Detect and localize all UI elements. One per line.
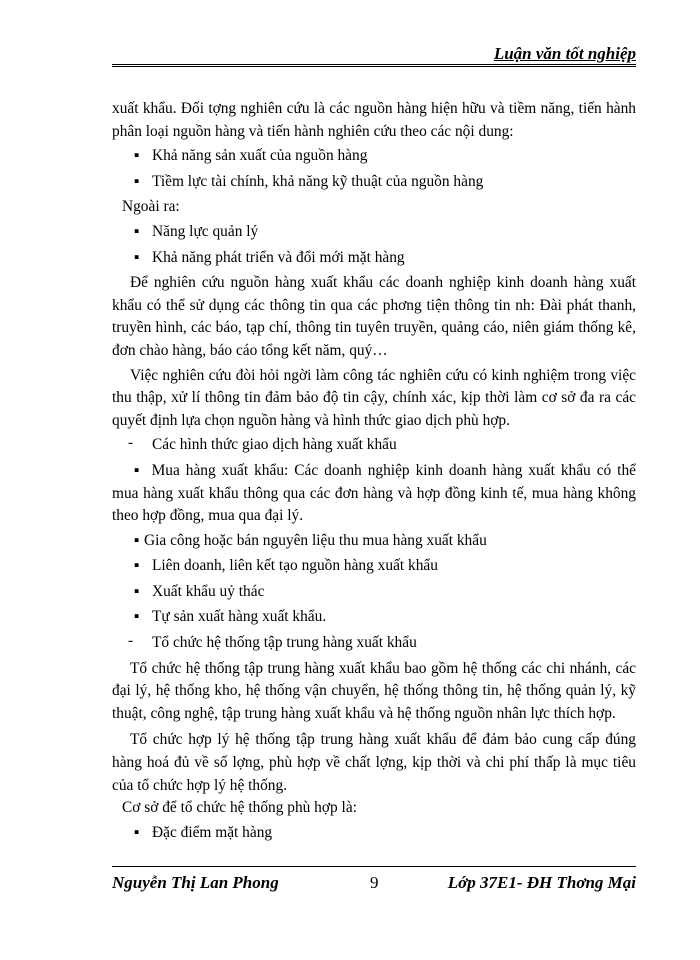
footer-divider <box>112 866 636 867</box>
bullet-icon: ▪ <box>134 582 140 600</box>
bullet-item <box>112 171 636 194</box>
bullet-icon: ▪ <box>134 147 140 165</box>
paragraph-8: Cơ sở để tổ chức hệ thống phù hợp là: <box>122 799 357 817</box>
bullet-text: Năng lực quản lý <box>152 222 259 240</box>
paragraph-1: xuất khẩu. Đối tợng nghiên cứu là các nguồn hàng hiện hữu và tiềm năng, tiến hành phân loại nguồn hàng và tiến hành nghiên cứu theo các nội dung: <box>112 100 636 140</box>
bullet-item <box>112 247 636 270</box>
bullet-icon: ▪ <box>134 608 140 626</box>
running-footer <box>112 873 636 897</box>
paragraph-2: Ngoài ra: <box>122 198 180 216</box>
bullet-icon: ▪ <box>134 222 140 240</box>
dash-text: Tổ chức hệ thống tập trung hàng xuất khẩu <box>152 634 417 652</box>
bullet-icon: ▪ <box>134 531 140 549</box>
bullet-item <box>112 822 636 845</box>
dash-icon: - <box>128 632 134 650</box>
paragraph-3: Để nghiên cứu nguồn hàng xuất khẩu các doanh nghiệp kinh doanh hàng xuất khẩu có thể sử dụng các thông tin qua các phơng tiện thông tin nh: Đài phát thanh, truyền hình, các báo, tạp chí, thông tin tuyên truyền, quảng cáo, niên giám thống kê, đơn chào hàng, báo cáo tổng kết năm, quý… <box>112 274 636 359</box>
bullet-item <box>112 581 636 604</box>
bullet-text: Gia công hoặc bán nguyên liệu thu mua hàng xuất khẩu <box>144 531 487 549</box>
dash-item <box>112 434 636 457</box>
bullet-text: Xuất khẩu uỷ thác <box>152 582 265 600</box>
footer-author: Nguyễn Thị Lan Phong <box>112 873 279 892</box>
bullet-text: Khả năng sản xuất của nguồn hàng <box>152 147 368 165</box>
bullet-item <box>112 555 636 578</box>
dash-item <box>112 632 636 655</box>
bullet-icon: ▪ <box>134 823 140 841</box>
body-text <box>112 98 636 847</box>
footer-class-info: Lớp 37E1- ĐH Thơng Mại <box>447 873 636 892</box>
bullet-item <box>112 530 636 553</box>
bullet-icon: ▪ <box>134 461 142 479</box>
bullet-item <box>112 221 636 244</box>
bullet-text: Khả năng phát triển và đổi mới mặt hàng <box>152 248 405 266</box>
bullet-text: Tiềm lực tài chính, khả năng kỹ thuật của nguồn hàng <box>152 172 484 190</box>
paragraph-7: Tổ chức hợp lý hệ thống tập trung hàng xuất khẩu để đảm bảo cung cấp đúng hàng hoá đủ về số lợng, phù hợp về chất lợng, kịp thời và chi phí thấp là mục tiêu của tổ chức hợp lý hệ thống. <box>112 731 636 794</box>
dash-text: Các hình thức giao dịch hàng xuất khẩu <box>152 436 397 454</box>
dash-icon: - <box>128 434 134 452</box>
bullet-text: Mua hàng xuất khẩu: Các doanh nghiệp kinh doanh hàng xuất khẩu có thể mua hàng xuất khẩu thông qua các đơn hàng và hợp đồng kinh tế, mua hàng không theo hợp đồng, mua qua đại lý. <box>112 461 636 525</box>
running-header-title: Luận văn tốt nghiệp <box>493 44 636 63</box>
bullet-text: Liên doanh, liên kết tạo nguồn hàng xuất khẩu <box>152 557 438 575</box>
paragraph-5-bullet <box>112 460 636 528</box>
bullet-text: Tự sản xuất hàng xuất khẩu. <box>152 608 327 626</box>
page-number: 9 <box>370 873 379 892</box>
bullet-item <box>112 606 636 629</box>
bullet-icon: ▪ <box>134 172 140 190</box>
paragraph-4: Việc nghiên cứu đòi hỏi ngời làm công tác nghiên cứu có kinh nghiệm trong việc thu thập, xử lí thông tin đảm bảo độ tin cậy, chính xác, kịp thời làm cơ sở đa ra các quyết định lựa chọn nguồn hàng và hình thức giao dịch phù hợp. <box>112 366 636 429</box>
bullet-text: Đặc điểm mặt hàng <box>152 823 273 841</box>
header-divider <box>112 64 636 67</box>
bullet-item <box>112 145 636 168</box>
paragraph-6: Tổ chức hệ thống tập trung hàng xuất khẩu bao gồm hệ thống các chi nhánh, các đại lý, hệ thống kho, hệ thống vận chuyển, hệ thống thông tin, hệ thống quản lý, kỹ thuật, công nghệ, tập trung hàng xuất khẩu và hệ thống nguồn nhân lực thích hợp. <box>112 659 636 722</box>
bullet-icon: ▪ <box>134 557 140 575</box>
bullet-icon: ▪ <box>134 248 140 266</box>
